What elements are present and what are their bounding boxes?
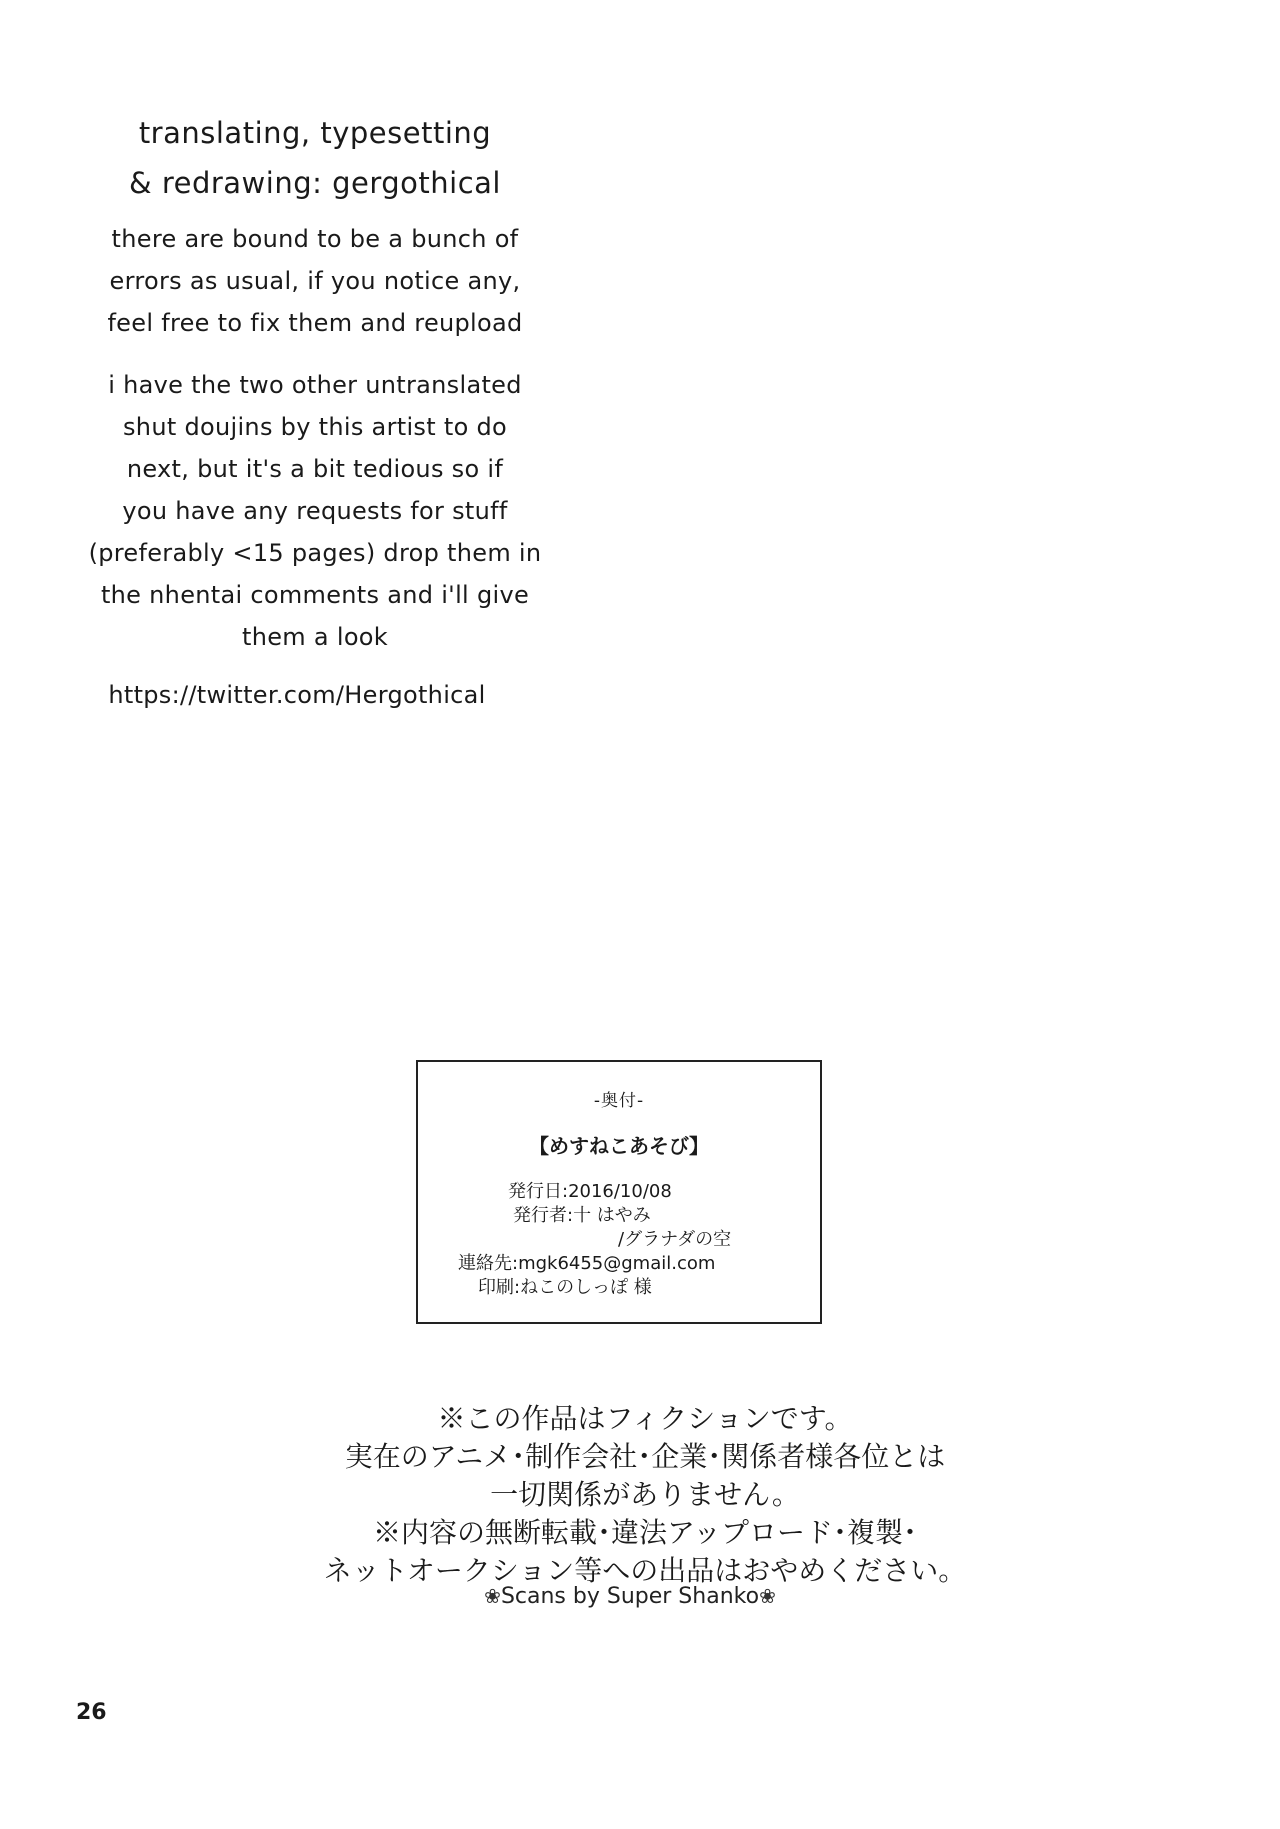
- flower-ornament-icon: ❀: [484, 1584, 501, 1608]
- note-line: them a look: [242, 623, 388, 651]
- twitter-link[interactable]: https://twitter.com/Hergothical: [108, 681, 486, 709]
- note-line: i have the two other untranslated: [108, 371, 522, 399]
- disclaimer-line: ※この作品はフィクションです。: [437, 1402, 853, 1435]
- fiction-disclaimer: [260, 1400, 1030, 1590]
- colophon-box: [416, 1060, 822, 1324]
- flower-ornament-icon: ❀: [759, 1584, 776, 1608]
- scanner-credit: [440, 1584, 820, 1609]
- page-number: 26: [76, 1700, 107, 1725]
- credit-line-redrawing: & redrawing: gergothical: [128, 166, 501, 200]
- disclaimer-line: 一切関係がありません。: [490, 1478, 800, 1511]
- notes-paragraph-requests: [70, 364, 560, 658]
- printer: 印刷:ねこのしっぽ 様: [478, 1277, 652, 1298]
- note-line: (preferably <15 pages) drop them in: [88, 539, 542, 567]
- translator-notes: [70, 108, 560, 716]
- colophon-heading: -奥付-: [593, 1091, 645, 1111]
- publish-date: 発行日:2016/10/08: [508, 1181, 672, 1202]
- disclaimer-line: ※内容の無断転載･違法アップロード･複製･: [372, 1516, 918, 1549]
- disclaimer-line: 実在のアニメ･制作会社･企業･関係者様各位とは: [344, 1440, 946, 1473]
- note-line: shut doujins by this artist to do: [123, 413, 507, 441]
- publisher: 発行者:十 はやみ: [513, 1205, 651, 1226]
- note-line: errors as usual, if you notice any,: [109, 267, 521, 295]
- note-line: feel free to fix them and reupload: [107, 309, 523, 337]
- contact-email: 連絡先:mgk6455@gmail.com: [458, 1253, 716, 1274]
- credit-line-translating: translating, typesetting: [138, 116, 492, 150]
- scanner-credit-text: Scans by Super Shanko: [500, 1584, 760, 1609]
- note-line: next, but it's a bit tedious so if: [126, 455, 504, 483]
- notes-paragraph-errors: [70, 218, 560, 344]
- circle-name: /グラナダの空: [618, 1229, 732, 1250]
- book-title: 【めすねこあそび】: [529, 1134, 709, 1158]
- colophon-info: [458, 1180, 800, 1300]
- note-line: you have any requests for stuff: [122, 497, 508, 525]
- disclaimer-line: ネットオークション等への出品はおやめください。: [323, 1554, 967, 1587]
- note-line: there are bound to be a bunch of: [111, 225, 519, 253]
- note-line: the nhentai comments and i'll give: [100, 581, 530, 609]
